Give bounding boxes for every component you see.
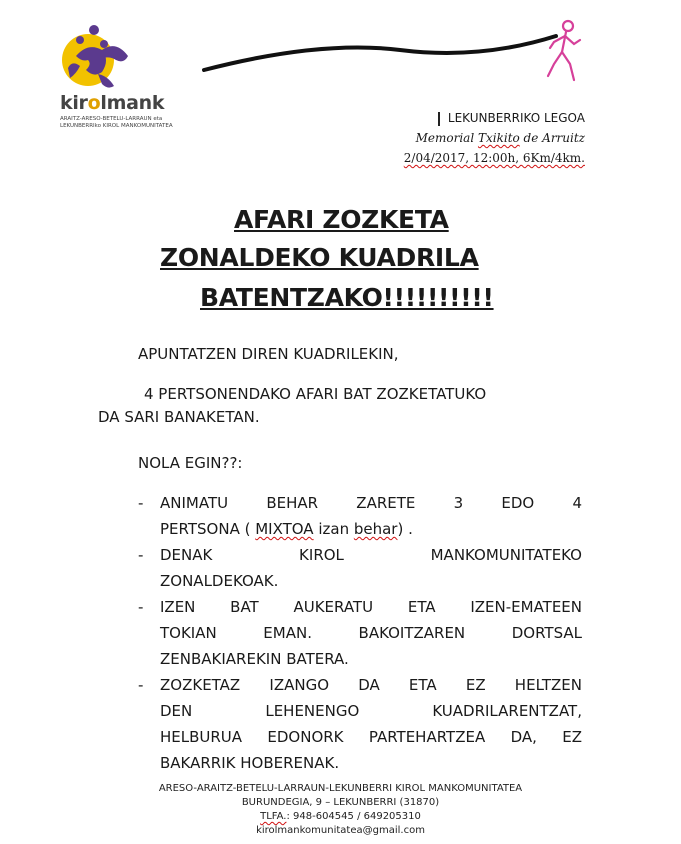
event-details: 2/04/2017, 12:00h, 6Km/4km. xyxy=(403,151,585,165)
title-line-1: AFARI ZOZKETA xyxy=(234,205,449,234)
footer-address: BURUNDEGIA, 9 – LEKUNBERRI (31870) xyxy=(241,797,440,808)
footer-org: ARESO-ARAITZ-BETELU-LARRAUN-LEKUNBERRI KIROL MANKOMUNITATEA xyxy=(158,783,523,794)
logo-subtitle: ARAITZ-ARESO-BETELU-LARRAUN eta LEKUNBERRIko KIROL MANKOMUNITATEA xyxy=(60,116,173,129)
decorative-swoosh xyxy=(200,30,560,80)
list-item: - ANIMATU BEHAR ZARETE 3 EDO 4 PERTSONA ( MIXTOA izan behar) . xyxy=(138,490,582,542)
footer-email: kirolmankomunitatea@gmail.com xyxy=(256,825,425,836)
instructions-list xyxy=(138,490,582,776)
title-line-3: BATENTZAKO!!!!!!!!!! xyxy=(200,283,494,312)
intro-paragraph: APUNTATZEN DIREN KUADRILEKIN, xyxy=(138,345,399,363)
runner-icon xyxy=(540,18,590,88)
list-item: - IZEN BAT AUKERATU ETA IZEN-EMATEEN TOKIAN EMAN. BAKOITZAREN DORTSAL ZENBAKIAREKIN BATERA. xyxy=(138,594,582,672)
footer xyxy=(0,782,681,838)
title-line-2: ZONALDEKO KUADRILA xyxy=(160,243,479,272)
event-memorial: Memorial Txikito de Arruitz xyxy=(415,131,585,145)
event-info xyxy=(404,108,585,168)
how-heading: NOLA EGIN??: xyxy=(138,454,243,472)
logo-wordmark: kirolmank xyxy=(60,92,165,114)
list-item: - DENAK KIROL MANKOMUNITATEKO ZONALDEKOAK. xyxy=(138,542,582,594)
prize-paragraph: 4 PERTSONENDAKO AFARI BAT ZOZKETATUKO DA SARI BANAKETAN. xyxy=(98,385,487,426)
event-name: LEKUNBERRIKO LEGOA xyxy=(404,108,585,128)
footer-phone: TLFA.: 948-604545 / 649205310 xyxy=(260,811,421,822)
list-item: - ZOZKETAZ IZANGO DA ETA EZ HELTZEN DEN LEHENENGO KUADRILARENTZAT, HELBURUA EDONORK PARTEHARTZEA DA, EZ BAKARRIK HOBERENAK. xyxy=(138,672,582,776)
